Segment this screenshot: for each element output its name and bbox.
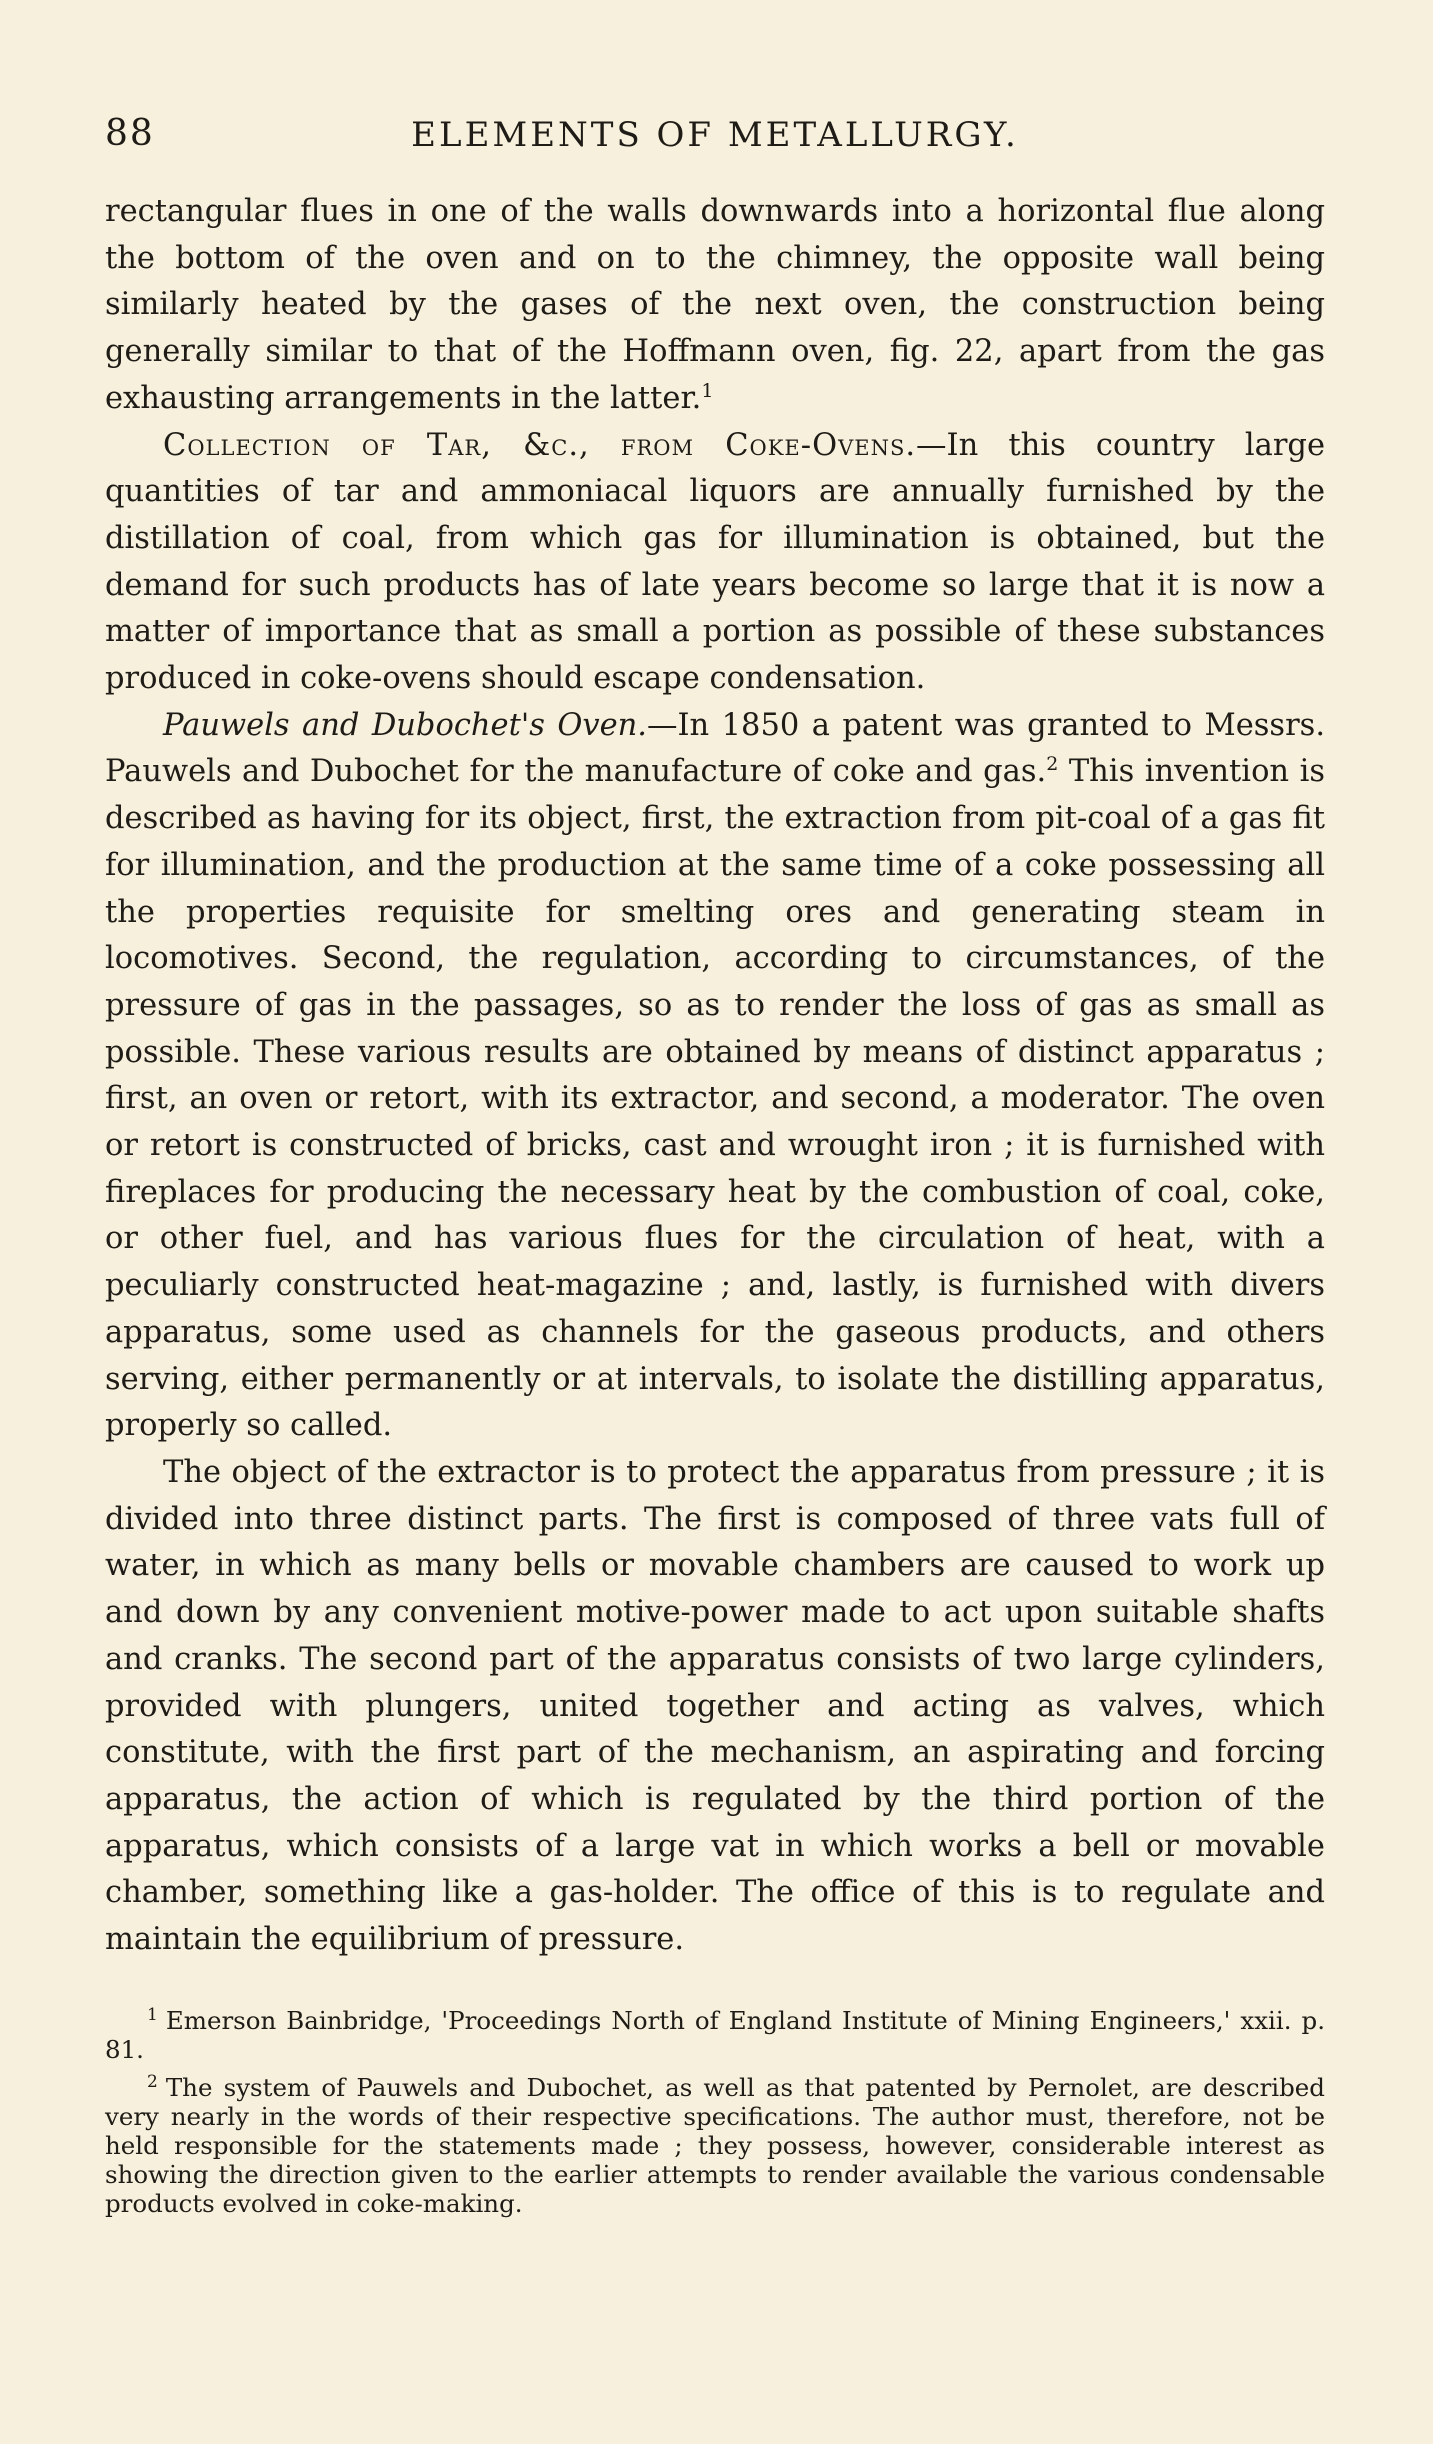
- paragraph-extractor: [105, 1450, 1325, 1964]
- paragraph-text: This invention is described as having for its object, first, the extraction from pit-coal of a gas fit for illumination, and the production at the same time of a coke possessing all the properties requisite for smelting ores and generating steam in locomotives. Second, the regulation, according to circumstances, of the pressure of gas in the passages, so as to render the loss of gas as small as possible. These various results are obtained by means of distinct apparatus ; first, an oven or retort, with its extractor, and second, a moderator. The oven or retort is constructed of bricks, cast and wrought iron ; it is furnished with fireplaces for producing the necessary heat by the combustion of coal, coke, or other fuel, and has various flues for the circulation of heat, with a peculiarly constructed heat-magazine ; and, lastly, is furnished with divers apparatus, some used as channels for the gaseous products, and others serving, either permanently or at intervals, to isolate the distilling apparatus, properly so called.: [105, 754, 1325, 1444]
- paragraph-coke-oven-tar: [105, 423, 1325, 703]
- footnote-reference: 2: [1046, 753, 1059, 776]
- main-text: [105, 189, 1325, 1964]
- book-page: [105, 105, 1325, 2218]
- page-number: 88: [105, 113, 155, 154]
- footnote-mark: 1: [147, 2004, 158, 2025]
- section-heading: Collection of Tar, &c., from Coke-Ovens.: [163, 427, 917, 463]
- paragraph-text: The object of the extractor is to protect the apparatus from pressure ; it is divided into three distinct parts. The first is composed of three vats full of water, in which as many bells or movable chambers are caused to work up and down by any convenient motive-power made to act upon suitable shafts and cranks. The second part of the apparatus consists of two large cylinders, provided with plungers, united together and acting as valves, which constitute, with the first part of the mechanism, an aspirating and forcing apparatus, the action of which is regulated by the third portion of the apparatus, which consists of a large vat in which works a bell or movable chamber, something like a gas-holder. The office of this is to regulate and maintain the equilibrium of pressure.: [105, 1454, 1325, 1958]
- running-header: [105, 105, 1325, 175]
- footnote: [105, 2006, 1325, 2064]
- footnote: [105, 2073, 1325, 2218]
- footnote-text: The system of Pauwels and Dubochet, as well as that patented by Pernolet, are described very nearly in the words of their respective specifications. The author must, therefore, not be held responsible for the statements made ; they possess, however, considerable interest as showing the direction given to the earlier attempts to render available the various condensable products evolved in coke-making.: [105, 2072, 1325, 2218]
- section-heading: Pauwels and Dubochet's Oven.: [163, 707, 647, 743]
- paragraph-pauwels-dubochet: [105, 703, 1325, 1450]
- footnote-reference: 1: [701, 379, 714, 402]
- paragraph-text: —In 1850 a patent was granted to Messrs. Pauwels and Dubochet for the manufacture of coke and gas.: [105, 707, 1326, 790]
- paragraph-text: rectangular flues in one of the walls downwards into a horizontal flue along the bottom of the oven and on to the chimney, the opposite wall being similarly heated by the gases of the next oven, the construction being generally similar to that of the Hoffmann oven, fig. 22, apart from the gas exhausting arrangements in the latter.: [105, 194, 1325, 416]
- footnote-text: Emerson Bainbridge, 'Proceedings North of England Institute of Mining Engineers,' xxii. p. 81.: [105, 2005, 1325, 2064]
- footnote-mark: 2: [147, 2071, 158, 2092]
- paragraph-text: —In this country large quantities of tar and ammoniacal liquors are annually furnished by the distillation of coal, from which gas for illumination is obtained, but the demand for such products has of late years become so large that it is now a matter of importance that as small a portion as possible of these substances produced in coke-ovens should escape condensation.: [105, 427, 1325, 697]
- footnotes: [105, 2006, 1325, 2218]
- paragraph-continuation: [105, 189, 1325, 423]
- running-title: ELEMENTS OF METALLURGY.: [411, 115, 1019, 155]
